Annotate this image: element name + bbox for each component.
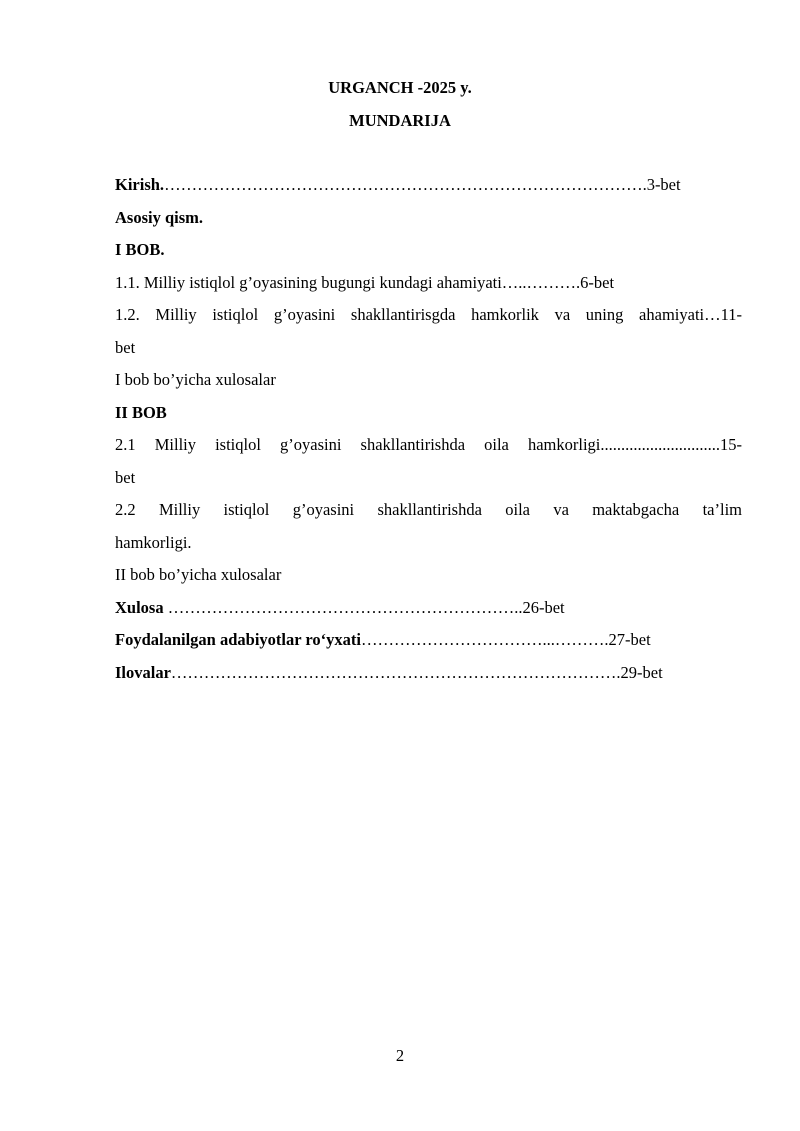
toc-entry-appendices — [115, 663, 742, 696]
toc-section-2-1-line1: 2.1 Milliy istiqlol g’oyasini shakllantirishda oila hamkorligi.............................15- — [115, 435, 742, 454]
toc-conclusion-leader: ……………………………………………………….. — [163, 597, 523, 617]
toc-chapter1-title: I BOB. — [115, 240, 165, 259]
toc-appendices-page: 29-bet — [620, 662, 663, 682]
toc-intro-leader: ……………………………………………………………………………. — [164, 175, 647, 194]
toc-section-1-2-line2: bet — [115, 337, 136, 357]
toc-main-part: Asosiy qism. — [115, 207, 204, 227]
toc-section-2-1-line2: bet — [115, 467, 136, 487]
toc-conclusion-page: 26-bet — [522, 597, 565, 617]
toc-references-page: 27-bet — [608, 630, 651, 649]
toc-chapter1-conclusions: I bob bo’yicha xulosalar — [115, 370, 276, 389]
toc-intro-page: 3-bet — [646, 175, 681, 194]
toc-section-2-2-line1: 2.2 Milliy istiqlol g’oyasini shakllantirishda oila va maktabgacha ta’lim — [115, 500, 742, 519]
toc-chapter2-conclusions: II bob bo’yicha xulosalar — [115, 565, 282, 584]
toc-references-label: Foydalanilgan adabiyotlar ro‘yxati — [115, 630, 362, 649]
toc-appendices-leader: ………………………………………………………………………. — [170, 662, 621, 682]
toc-section-1-1: 1.1. Milliy istiqlol g’oyasining bugungi kundagi ahamiyati…..……….6-bet — [115, 272, 615, 292]
toc-conclusion-label: Xulosa — [115, 597, 164, 617]
toc-chapter2-title: II BOB — [115, 402, 167, 422]
page-number: 2 — [395, 1046, 405, 1065]
toc-section-2-2-line2: hamkorligi. — [115, 532, 192, 552]
toc-references-leader: ……………………………...………. — [361, 630, 609, 649]
toc-entry-conclusion — [115, 598, 742, 631]
toc-entry-references — [115, 630, 742, 663]
toc-section-1-2-line1: 1.2. Milliy istiqlol g’oyasini shakllantirisgda hamkorlik va uning ahamiyati…11- — [115, 305, 742, 324]
contents-title: MUNDARIJA — [349, 111, 451, 130]
city-year-heading: URGANCH -2025 y. — [328, 78, 472, 97]
toc-appendices-label: Ilovalar — [115, 662, 171, 682]
table-of-contents — [115, 175, 742, 695]
toc-intro-label: Kirish. — [115, 175, 165, 194]
toc-entry-intro — [115, 175, 742, 208]
